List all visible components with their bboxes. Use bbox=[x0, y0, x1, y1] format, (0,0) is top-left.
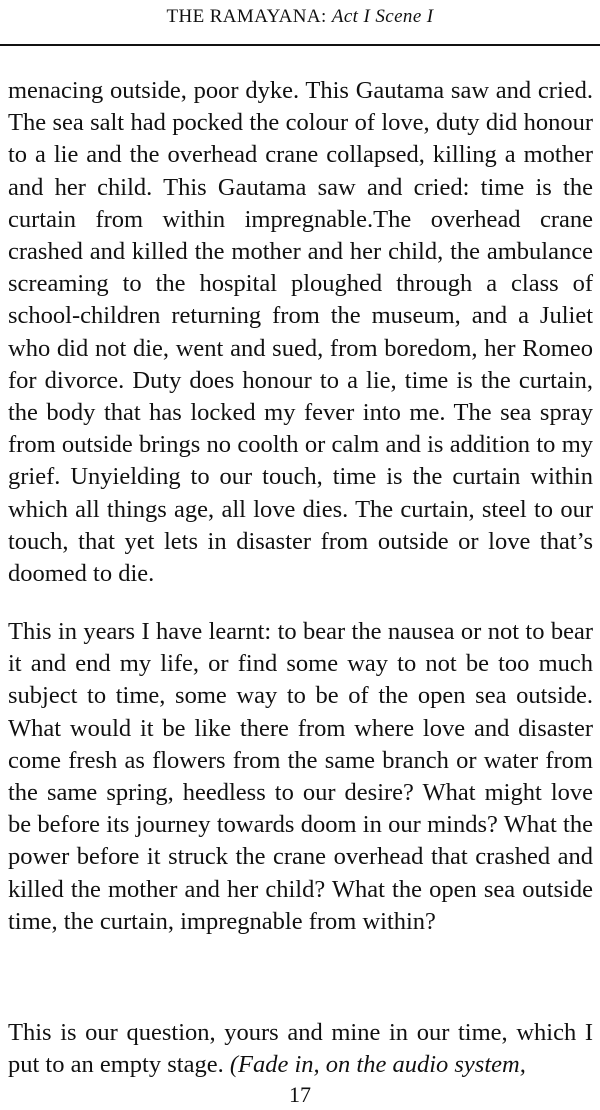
body-paragraph-2: This in years I have learnt: to bear the nausea or not to bear it and end my life, or find some way to not be too much subject to time, some way to be of the open sea outside. What would it be like there from where love and disaster come fresh as flowers from the same branch or water from the same spring, heedless to our desire? What might love be before its journey towards doom in our minds? What the power before it struck the crane overhead that crashed and killed the mother and her child? What the open sea outside time, the curtain, impregnable from within? bbox=[8, 618, 593, 935]
page-number: 17 bbox=[289, 1082, 311, 1107]
book-title: THE RAMAYANA: bbox=[166, 6, 327, 27]
stage-direction: (Fade in, on the audio system, bbox=[229, 1051, 526, 1079]
act-scene: Act I Scene I bbox=[331, 6, 434, 27]
body-paragraph-3 bbox=[8, 1017, 593, 1081]
paragraph-text: This is our question, yours and mine in our time, which I put to an empty stage. bbox=[8, 1019, 593, 1079]
body-paragraph-1: menacing outside, poor dyke. This Gautama saw and cried. The sea salt had pocked the colour of love, duty did honour to a lie and the overhead crane collapsed, killing a mother and her child. This Gautama saw and cried: time is the curtain from within impregnable.The overhead crane crashed and killed the mother and her child, the ambulance screaming to the hospital ploughed through a class of school-children returning from the museum, and a Juliet who did not die, went and sued, from boredom, her Romeo for divorce. Duty does honour to a lie, time is the curtain, the body that has locked my fever into me. The sea spray from outside brings no coolth or calm and is addition to my grief. Unyielding to our touch, time is the curtain within which all things age, all love dies. The curtain, steel to our touch, that yet lets in disaster from outside or love that’s doomed to die. bbox=[8, 77, 593, 588]
header-rule bbox=[0, 44, 600, 46]
running-header bbox=[0, 6, 600, 28]
